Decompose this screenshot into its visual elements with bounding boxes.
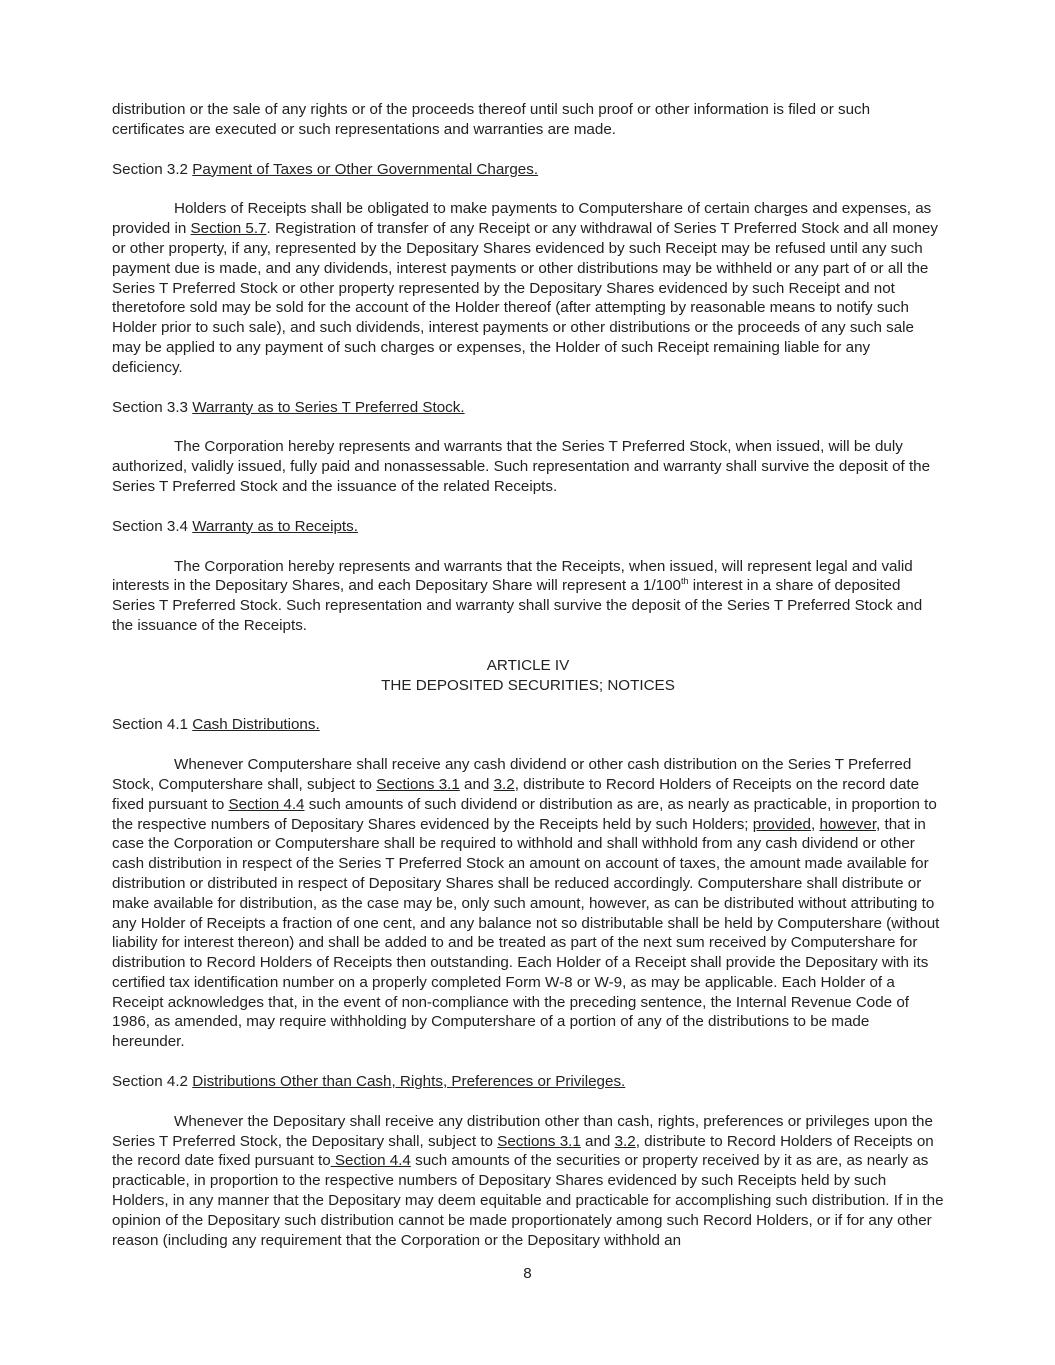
article-title: THE DEPOSITED SECURITIES; NOTICES (381, 676, 675, 694)
section-5-7-reference: Section 5.7 (190, 220, 267, 238)
section-3-2-text-2: . Registration of transfer of any Receipt or any withdrawal of Series T Preferred Stock and all money or other property, if any, represented by the Depositary Shares evidenced by such Receipt may be refused until any such payment due is made, and any dividends, interest payments or other distributions may be withheld or any part of or all the Series T Preferred Stock or other property represented by the Depositary Shares evidenced by such Receipt and not theretofore sold may be sold for the account of the Holder thereof (after attempting by reasonable means to notify such Holder prior to such sale), and such dividends, interest payments or other distributions or the proceeds of any such sale may be applied to any payment of such charges or expenses, the Holder of such Receipt remaining liable for any deficiency. (112, 220, 938, 376)
section-4-1-body (112, 755, 944, 1052)
section-4-2-text-4: such amounts of the securities or property received by it as are, as nearly as practicable, in proportion to the respective numbers of Depositary Shares evidenced by such Receipts held by such Holders, in any manner that the Depositary may deem equitable and practicable for accomplishing such distribution. If in the opinion of the Depositary such distribution cannot be made proportionately among such Record Holders, or if for any other reason (including any requirement that the Corporation or the Depositary withhold an (112, 1152, 944, 1249)
section-3-3-title: Warranty as to Series T Preferred Stock. (192, 398, 465, 416)
section-3-2-body (112, 199, 944, 377)
section-4-1-text-4: such amounts of such dividend or distribution as are, as nearly as practicable, in proportion to the respective numbers of Depositary Shares evidenced by the Receipts held by such Holders; (112, 795, 937, 833)
section-3-3-heading (112, 398, 944, 418)
section-3-4-text-1: The Corporation hereby represents and warrants that the Receipts, when issued, will represent legal and valid interests in the Depositary Shares, and each Depositary Share will represent a 1/100 (112, 557, 913, 595)
section-4-1-text-6: , that in case the Corporation or Computershare shall be required to withhold and shall withhold from any cash dividend or other cash distribution in respect of the Series T Preferred Stock an amount on account of taxes, the amount made available for distribution or distributed in respect of Depositary Shares shall be reduced accordingly. Computershare shall distribute or make available for distribution, as the case may be, only such amount, however, as can be distributed without attributing to any Holder of Receipts a fraction of one cent, and any balance not so distributable shall be held by Computershare (without liability for interest thereon) and shall be added to and be treated as part of the next sum received by Computershare for distribution to Record Holders of Receipts then outstanding. Each Holder of a Receipt shall provide the Depositary with its certified tax identification number on a properly completed Form W-8 or W-9, as may be applicable. Each Holder of a Receipt acknowledges that, in the event of non-compliance with the preceding sentence, the Internal Revenue Code of 1986, as amended, may require withholding by Computershare of a portion of any of the distributions to be made hereunder. (112, 815, 940, 1051)
document-page (112, 100, 944, 1250)
section-3-3-text: The Corporation hereby represents and warrants that the Series T Preferred Stock, when issued, will be duly authorized, validly issued, fully paid and nonassessable. Such representation and warranty shall survive the deposit of the Series T Preferred Stock and the issuance of the related Receipts. (112, 438, 931, 495)
intro-paragraph (112, 100, 944, 140)
section-4-1-number: Section 4.1 (112, 716, 188, 734)
section-4-1-text-1: Whenever Computershare shall receive any cash dividend or other cash distribution on the Series T Preferred Stock, Computershare shall, subject to (112, 756, 912, 793)
section-3-2-text-1: Holders of Receipts shall be obligated to make payments to Computershare of certain charges and expenses, as provided in (112, 200, 932, 238)
section-3-4-heading (112, 517, 944, 537)
section-3-4-number: Section 3.4 (112, 517, 188, 535)
article-heading (112, 656, 944, 696)
ordinal-superscript: th (681, 576, 689, 587)
section-4-1-text-3: , distribute to Record Holders of Receipts on the record date fixed pursuant to (112, 775, 920, 813)
section-4-2-text-2: and (580, 1132, 615, 1150)
section-4-2-text-3: , distribute to Record Holders of Receipts on the record date fixed pursuant to (112, 1132, 934, 1170)
section-3-4-text-2: interest in a share of deposited Series T Preferred Stock. Such representation and warranty shall survive the deposit of the Series T Preferred Stock and the issuance of the Receipts. (112, 577, 923, 634)
section-4-4-reference: Section 4.4 (228, 795, 305, 813)
section-3-3-number: Section 3.3 (112, 398, 188, 416)
section-3-2-title: Payment of Taxes or Other Governmental Charges. (192, 160, 539, 178)
section-4-1-heading (112, 715, 944, 735)
section-3-4-body (112, 557, 944, 636)
section-3-3-body (112, 437, 944, 496)
section-3-2-reference: 3.2 (493, 775, 515, 793)
section-4-1-text-2: and (459, 775, 494, 793)
section-4-1-title: Cash Distributions. (192, 716, 320, 734)
section-4-4-reference-2: Section 4.4 (330, 1152, 411, 1170)
sections-3-1-reference-2: Sections 3.1 (497, 1132, 581, 1150)
section-3-4-title: Warranty as to Receipts. (192, 517, 358, 535)
section-4-2-heading (112, 1072, 944, 1092)
section-3-2-heading (112, 160, 944, 180)
sections-3-1-reference: Sections 3.1 (376, 775, 460, 793)
section-4-1-text-5: , (811, 815, 820, 833)
section-3-2-number: Section 3.2 (112, 160, 188, 178)
section-4-2-title: Distributions Other than Cash, Rights, Preferences or Privileges. (192, 1073, 626, 1091)
page-number: 8 (523, 1265, 532, 1282)
section-3-2-reference-2: 3.2 (614, 1132, 636, 1150)
intro-text: distribution or the sale of any rights or of the proceeds thereof until such proof or other information is filed or such certificates are executed or such representations and warranties are made. (112, 101, 871, 138)
section-4-2-body (112, 1112, 944, 1251)
section-4-2-text-1: Whenever the Depositary shall receive any distribution other than cash, rights, preferences or privileges upon the Series T Preferred Stock, the Depositary shall, subject to (112, 1112, 933, 1150)
provided-term: provided (752, 815, 812, 833)
section-4-2-number: Section 4.2 (112, 1073, 188, 1091)
article-number: ARTICLE IV (486, 656, 570, 674)
however-term: however (819, 815, 877, 833)
